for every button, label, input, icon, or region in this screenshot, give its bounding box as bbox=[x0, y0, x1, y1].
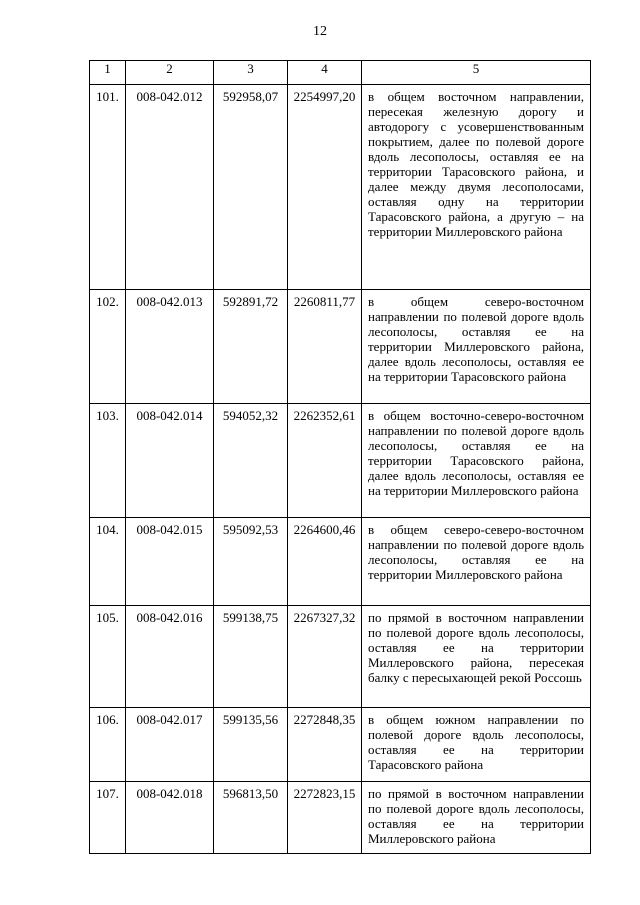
coordinate-x: 595092,53 bbox=[214, 518, 288, 606]
coordinate-x: 592958,07 bbox=[214, 85, 288, 290]
coordinate-y: 2264600,46 bbox=[288, 518, 362, 606]
point-code: 008-042.014 bbox=[126, 404, 214, 518]
table-row bbox=[90, 85, 591, 290]
column-header-4: 4 bbox=[288, 61, 362, 85]
coordinate-x: 599135,56 bbox=[214, 708, 288, 782]
coordinate-y: 2260811,77 bbox=[288, 290, 362, 404]
coordinate-x: 594052,32 bbox=[214, 404, 288, 518]
boundary-description: в общем южном направлении по полевой дороге вдоль лесополосы, оставляя ее на территории Тарасовского района bbox=[362, 708, 591, 782]
coordinate-x: 592891,72 bbox=[214, 290, 288, 404]
boundary-description: по прямой в восточном направлении по полевой дороге вдоль лесополосы, оставляя ее на территории Миллеровского района bbox=[362, 782, 591, 854]
row-number: 101. bbox=[90, 85, 126, 290]
column-header-1: 1 bbox=[90, 61, 126, 85]
boundary-description: в общем северо-восточном направлении по полевой дороге вдоль лесополосы, оставляя ее на территории Миллеровского района, далее вдоль лесополосы, оставляя ее на территории Тарасовского района bbox=[362, 290, 591, 404]
row-number: 107. bbox=[90, 782, 126, 854]
coordinate-y: 2272823,15 bbox=[288, 782, 362, 854]
point-code: 008-042.016 bbox=[126, 606, 214, 708]
column-header-3: 3 bbox=[214, 61, 288, 85]
boundary-description: по прямой в восточном направлении по полевой дороге вдоль лесополосы, оставляя ее на территории Миллеровского района, пересекая балку с пересыхающей рекой Россошь bbox=[362, 606, 591, 708]
boundary-description: в общем северо-северо-восточном направлении по полевой дороге вдоль лесополосы, оставляя ее на территории Миллеровского района bbox=[362, 518, 591, 606]
table-row bbox=[90, 290, 591, 404]
boundary-description: в общем восточном направлении, пересекая железную дорогу и автодорогу с усовершенствованным покрытием, далее по полевой дороге вдоль лесополосы, оставляя ее на территории Тарасовского района, и далее между двумя лесополосами, оставляя одну на территории Тарасовского района, а другую – на территории Миллеровского района bbox=[362, 85, 591, 290]
table-row bbox=[90, 782, 591, 854]
table-row bbox=[90, 518, 591, 606]
coordinate-x: 599138,75 bbox=[214, 606, 288, 708]
table-header-row bbox=[90, 61, 591, 85]
coordinate-y: 2272848,35 bbox=[288, 708, 362, 782]
boundary-points-table bbox=[89, 60, 591, 854]
table-row bbox=[90, 606, 591, 708]
row-number: 104. bbox=[90, 518, 126, 606]
point-code: 008-042.012 bbox=[126, 85, 214, 290]
table-row bbox=[90, 404, 591, 518]
coordinate-y: 2254997,20 bbox=[288, 85, 362, 290]
point-code: 008-042.017 bbox=[126, 708, 214, 782]
coordinate-x: 596813,50 bbox=[214, 782, 288, 854]
boundary-description: в общем восточно-северо-восточном направлении по полевой дороге вдоль лесополосы, оставляя ее на территории Тарасовского района, далее вдоль лесополосы, оставляя ее на территории Миллеровского района bbox=[362, 404, 591, 518]
row-number: 102. bbox=[90, 290, 126, 404]
column-header-5: 5 bbox=[362, 61, 591, 85]
row-number: 105. bbox=[90, 606, 126, 708]
column-header-2: 2 bbox=[126, 61, 214, 85]
point-code: 008-042.018 bbox=[126, 782, 214, 854]
row-number: 103. bbox=[90, 404, 126, 518]
coordinate-y: 2267327,32 bbox=[288, 606, 362, 708]
coordinate-y: 2262352,61 bbox=[288, 404, 362, 518]
row-number: 106. bbox=[90, 708, 126, 782]
page-number: 12 bbox=[313, 24, 327, 39]
point-code: 008-042.015 bbox=[126, 518, 214, 606]
point-code: 008-042.013 bbox=[126, 290, 214, 404]
table-row bbox=[90, 708, 591, 782]
